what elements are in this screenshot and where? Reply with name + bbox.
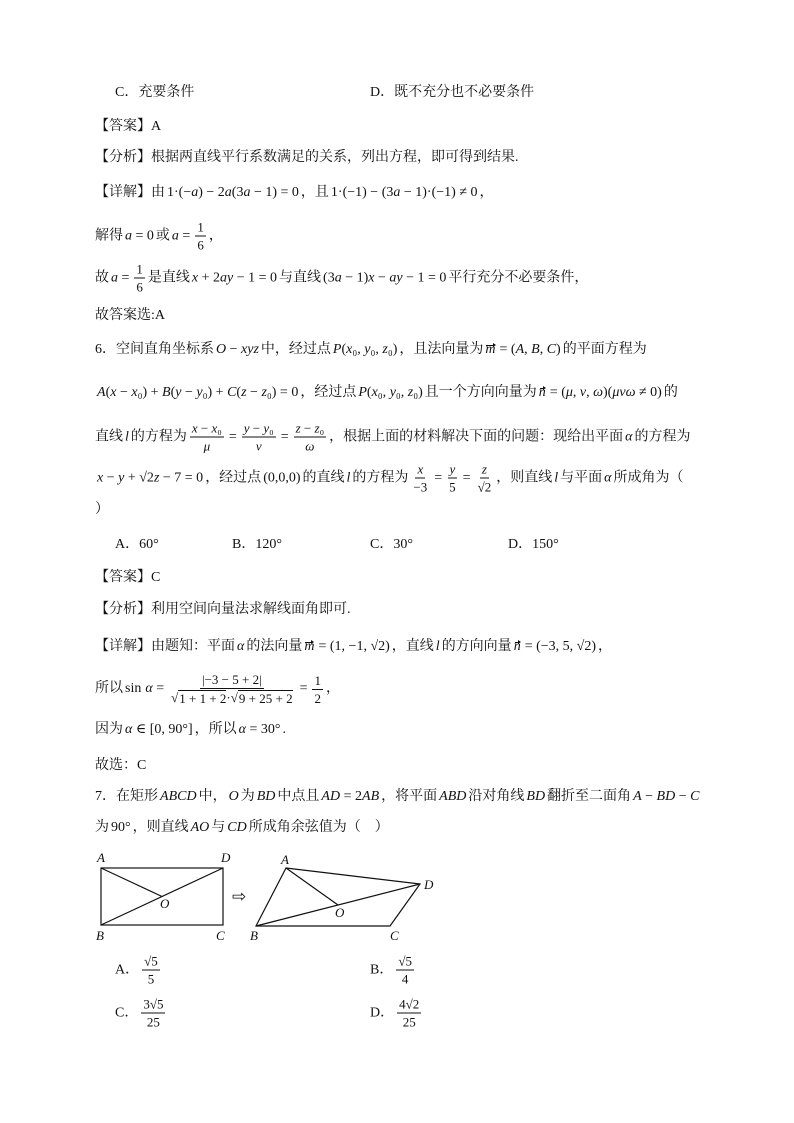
fraction [476,462,494,495]
text-segment: 的方程为 [634,429,691,444]
math-expression: a = [171,228,191,243]
text-segment: ，所以 [194,722,237,737]
q5-option-d: D．既不充分也不必要条件 [370,85,535,100]
fraction-numerator: √5 [144,953,158,969]
text-segment: ， [208,228,223,243]
text-segment: 的方程为 [352,470,409,485]
text-segment: ， [479,185,494,200]
fraction-denominator: 25 [146,1014,160,1030]
text-segment: 是直线 [147,270,190,285]
rectangle-figure [96,850,231,943]
fraction-numerator: 1 [314,672,321,688]
question-number-text: 7．在矩形 [95,789,158,804]
segment-name: AO [190,820,210,835]
text-segment: . [282,722,287,737]
q6-detail-line-2 [95,672,340,706]
plane-name: ABD [439,789,467,804]
text-segment: ，直线 [391,639,434,654]
fraction-denominator: ω [305,438,315,454]
text-segment: ，则直线 [496,470,553,485]
plane-symbol: α [604,470,612,485]
analysis-text: 利用空间向量法求解线面角即可. [151,602,351,617]
text-segment: ，经过点 [300,385,357,400]
option-label: B． [370,962,394,977]
answer-label: 【答案】 [95,570,151,585]
q6-conclusion: 故选：C [95,758,147,773]
line-symbol: l [435,639,440,654]
text-segment: 的法向量 [246,639,303,654]
question-number-text: 6．空间直角坐标系 [95,342,214,357]
vector-components: = (μ, ν, ω)(μνω ≠ 0) [549,385,662,400]
text-segment: 与 [211,820,226,835]
label-a: A [281,852,289,867]
rectangle-name: ABCD [160,789,197,804]
equals-sign: = [280,429,289,444]
detail-label: 【详解】 [95,185,151,200]
q6-stem-line-4 [95,462,683,495]
vector-components: = (A, B, C) [499,342,561,357]
text-segment: 的方程为 [130,429,187,444]
radical-sign: √ [171,690,179,705]
fraction-numerator: y [449,461,456,477]
folding-figure [90,848,440,948]
fraction-numerator: z − z₀ [295,420,325,436]
label-o: O [160,896,170,911]
q5-detail-line-1 [95,183,494,203]
fraction [242,421,276,454]
text-segment: 故 [95,270,109,285]
text-segment: 沿对角线 [468,789,525,804]
point-o: O [228,789,239,804]
sine-function: sin [125,681,142,696]
radical-sign: √ [230,690,238,705]
text-segment: 的直线 [302,470,345,485]
fraction-numerator: 1 [136,261,143,277]
angle-result: α = 30° [238,722,281,737]
math-expression: a = [111,270,130,285]
q7-option-a [115,954,163,987]
fold-arrow-icon: ⇨ [232,887,247,907]
line-equation: (3a − 1)x − ay − 1 = 0 [323,270,447,285]
text-segment: ，且 [300,185,329,200]
q6-answer-line [95,568,160,588]
q6-stem-line-1 [95,340,647,360]
q7-option-d [370,997,424,1030]
equals-sign: = [228,429,237,444]
q6-stem-line-5: ） [95,502,109,517]
text-segment: ，经过点 [205,470,262,485]
text-segment: 由题知：平面 [151,639,235,654]
q7-stem-line-2 [95,818,389,838]
vector-m-symbol: m [485,340,495,360]
text-segment: 所成角余弦值为（ ） [248,820,389,835]
plane-equation: A(x − x₀) + B(y − y₀) + C(z − z₀) = 0 [97,385,299,400]
fraction-denominator [169,689,294,706]
line-equation: x + 2ay − 1 = 0 [191,270,278,285]
label-d: D [221,850,231,865]
q6-detail-line-1 [95,637,612,657]
text-segment: 所成角为（ [613,470,684,485]
fraction [294,421,327,454]
fraction [142,954,160,987]
q6-stem-line-2 [95,383,678,403]
fraction-denominator: 25 [402,1014,416,1030]
fraction-denominator: 5 [147,971,155,987]
line-symbol: l [554,470,559,485]
fraction-numerator: z [481,461,487,477]
text-segment: ，且法向量为 [399,342,484,357]
line-symbol: l [125,429,129,444]
label-d: D [424,877,434,892]
text-segment: 为 [240,789,255,804]
text-segment: 为 [95,820,109,835]
fraction-numerator: 4√2 [399,996,420,1012]
q7-stem-line-1 [95,787,701,807]
plane-symbol: α [625,429,633,444]
text-segment: 与直线 [279,270,322,285]
q6-detail-line-3 [95,720,286,740]
q5-answer-line [95,117,161,137]
radicand: 9 + 25 + 2 [238,691,293,706]
fraction [195,220,206,253]
q7-option-c [115,997,168,1030]
analysis-text: 根据两直线平行系数满足的关系，列出方程，即可得到结果. [151,150,519,165]
folded-figure [250,852,434,943]
vector-n-symbol: n [539,383,546,403]
option-label: D． [370,1005,395,1020]
answer-label: 【答案】 [95,119,151,134]
length-relation: AD = 2AB [321,789,380,804]
text-segment: 翻折至二面角 [547,789,632,804]
fraction-denominator: 2 [314,690,321,706]
answer-value: A [151,119,162,134]
fraction-numerator: y − y₀ [243,420,274,436]
text-segment: 所以 [95,681,123,696]
point-p: P(x₀, y₀, z₀) [358,385,423,400]
text-segment: 解得 [95,228,123,243]
fraction [312,673,323,706]
text-segment: 中，经过点 [260,342,331,357]
detail-label: 【详解】 [95,639,151,654]
label-a: A [97,850,105,865]
label-o: O [335,905,345,920]
text-segment: 的方向向量 [441,639,512,654]
text-segment: 且一个方向向量为 [424,385,537,400]
fraction [190,421,224,454]
text-segment: 中， [198,789,227,804]
label-b: B [250,928,258,943]
fraction-denominator: −3 [413,479,428,495]
q5-detail-line-2 [95,220,223,253]
segment-name: BD [526,789,546,804]
plane-equation: x − y + √2z − 7 = 0 [97,470,204,485]
text-segment: ，则直线 [132,820,189,835]
fraction-denominator: ν [255,438,262,454]
equals-sign: = [462,470,471,485]
equals-sign: = [299,681,308,696]
text-segment: 或 [155,228,170,243]
vector-components: = (1, −1, √2) [318,639,390,654]
vector-m-symbol: m [304,637,314,657]
plane-symbol: α [237,639,245,654]
answer-value: C [151,570,161,585]
text-segment: 与平面 [560,470,603,485]
angle-value: 90° [111,820,131,835]
q5-analysis-line [95,148,519,168]
segment-ao [101,868,162,897]
fraction-numerator: 1 [197,219,204,235]
q6-analysis-line [95,600,351,620]
q6-option-c: C．30° [370,537,413,552]
fraction [397,997,421,1030]
coordinate-system: O − xyz [216,342,259,357]
text-segment: 中点且 [277,789,320,804]
fraction [169,672,294,706]
label-b: B [96,928,104,943]
fraction-numerator: |−3 − 5 + 2| [201,672,262,687]
text-segment: ， [325,681,340,696]
text-segment: ，根据上面的材料解决下面的问题：现给出平面 [329,429,624,444]
fraction-numerator: 3√5 [143,996,164,1012]
equation: 1·(−a) − 2a(3a − 1) = 0 [167,185,299,200]
label-c: C [390,928,399,943]
math-expression: α = [145,681,165,696]
segment-name: CD [227,820,247,835]
option-label: C． [115,1005,139,1020]
text-segment: 平行充分不必要条件， [448,270,589,285]
q6-option-a: A．60° [115,537,159,552]
text-segment: 的平面方程为 [562,342,647,357]
q6-stem-line-3 [95,421,690,454]
fraction-numerator: x − x₀ [191,420,222,436]
q5-detail-line-3 [95,262,588,295]
q6-option-d: D．150° [508,537,559,552]
text-segment: 因为 [95,722,123,737]
segment-name: BD [256,789,276,804]
dihedral-angle: A − BD − C [633,789,700,804]
text-segment: 由 [151,185,165,200]
fraction [141,997,165,1030]
angle-range: α ∈ [0, 90°] [125,722,193,737]
fraction [396,954,414,987]
radicand: 1 + 1 + 2 [179,691,227,706]
q5-conclusion: 故答案选:A [95,308,165,323]
option-label: A． [115,962,140,977]
fraction [411,462,429,495]
analysis-label: 【分析】 [95,602,151,617]
text-segment: ， [598,639,612,654]
equals-sign: = [434,470,443,485]
q7-option-b [370,954,417,987]
fraction-denominator: 5 [449,479,456,495]
fraction-denominator: 4 [401,971,409,987]
inequation: 1·(−1) − (3a − 1)·(−1) ≠ 0 [330,185,478,200]
analysis-label: 【分析】 [95,150,151,165]
fraction-denominator: √2 [477,479,492,495]
dot-operator: · [226,690,231,705]
vector-n-symbol: n [514,637,521,657]
text-segment: ，将平面 [381,789,438,804]
q5-option-c: C．充要条件 [115,85,195,100]
fraction-denominator: μ [203,438,211,454]
fraction-numerator: √5 [398,953,412,969]
fraction-denominator: 6 [197,237,204,253]
text-segment: 直线 [95,429,123,444]
line-symbol: l [346,470,351,485]
fraction [134,262,145,295]
point-p: P(x₀, y₀, z₀) [332,342,398,357]
fraction-denominator: 6 [136,279,143,295]
fraction-numerator: x [417,461,424,477]
label-c: C [216,928,225,943]
text-segment: 的 [663,385,678,400]
origin-point: (0,0,0) [263,470,301,485]
vector-components: = (−3, 5, √2) [524,639,596,654]
math-expression: a = 0 [125,228,154,243]
q6-option-b: B．120° [232,537,282,552]
fraction [447,462,458,495]
